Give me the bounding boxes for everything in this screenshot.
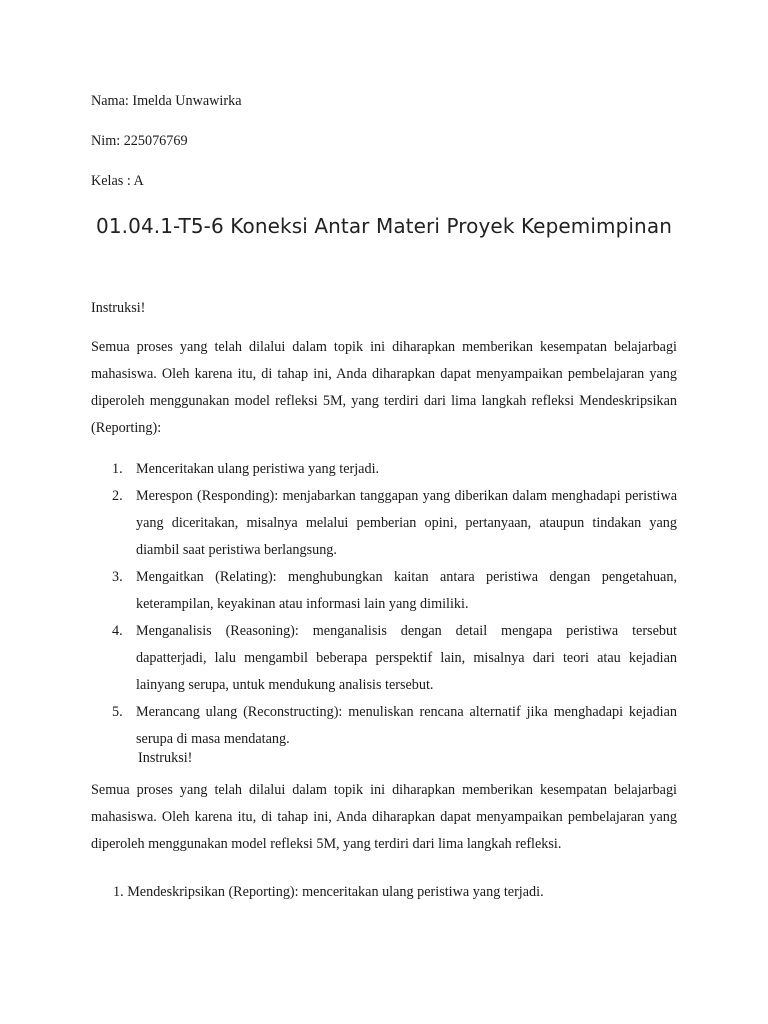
list-item xyxy=(112,618,677,699)
list-item-text: Merespon (Responding): menjabarkan tanggapan yang diberikan dalam menghadapi peristiwa yang diceritakan, misalnya melalui pemberian opini, pertanyaan, ataupun tindakan yang diambil saat peristiwa berlangsung. xyxy=(136,488,677,558)
list-item-text: Mengaitkan (Relating): menghubungkan kaitan antara peristiwa dengan pengetahuan, keterampilan, keyakinan atau informasi lain yang dimiliki. xyxy=(136,569,677,612)
list-item-text: Menceritakan ulang peristiwa yang terjadi. xyxy=(136,461,380,477)
list-item-number: 3. xyxy=(112,569,123,585)
section-heading-1: Instruksi! xyxy=(91,300,146,316)
section-paragraph-2: Semua proses yang telah dilalui dalam topik ini diharapkan memberikan kesempatan belajarbagi mahasiswa. Oleh karena itu, di tahap ini, Anda diharapkan dapat menyampaikan pembelajaran yang diperoleh menggunakan model refleksi 5M, yang terdiri dari lima langkah refleksi. xyxy=(91,782,677,852)
list-item-number: 4. xyxy=(112,623,123,639)
student-class: Kelas : A xyxy=(91,173,144,189)
list-item-number: 2. xyxy=(112,488,123,504)
list-item xyxy=(112,456,677,483)
section-heading-2: Instruksi! xyxy=(138,750,193,766)
list-item xyxy=(112,483,677,564)
section-paragraph-1: Semua proses yang telah dilalui dalam topik ini diharapkan memberikan kesempatan belajarbagi mahasiswa. Oleh karena itu, di tahap ini, Anda diharapkan dapat menyampaikan pembelajaran yang diperoleh menggunakan model refleksi 5M, yang terdiri dari lima langkah refleksi Mendeskripsikan (Reporting): xyxy=(91,339,677,436)
student-nim: Nim: 225076769 xyxy=(91,133,188,149)
student-name: Nama: Imelda Unwawirka xyxy=(91,93,242,109)
document-title: 01.04.1-T5-6 Koneksi Antar Materi Proyek Kepemimpinan xyxy=(96,214,672,238)
list-item-text: Menganalisis (Reasoning): menganalisis dengan detail mengapa peristiwa tersebut dapatterjadi, lalu mengambil beberapa perspektif lain, misalnya dari teori atau kejadian lainyang serupa, untuk mendukung analisis tersebut. xyxy=(136,623,677,693)
list-item-text: Merancang ulang (Reconstructing): menuliskan rencana alternatif jika menghadapi kejadian serupa di masa mendatang. xyxy=(136,704,677,747)
list-item-number: 1. xyxy=(112,461,123,477)
list-item-number: 5. xyxy=(112,704,123,720)
list-item xyxy=(112,699,677,753)
list-item xyxy=(112,564,677,618)
section2-list-item: 1. Mendeskripsikan (Reporting): menceritakan ulang peristiwa yang terjadi. xyxy=(113,884,544,900)
